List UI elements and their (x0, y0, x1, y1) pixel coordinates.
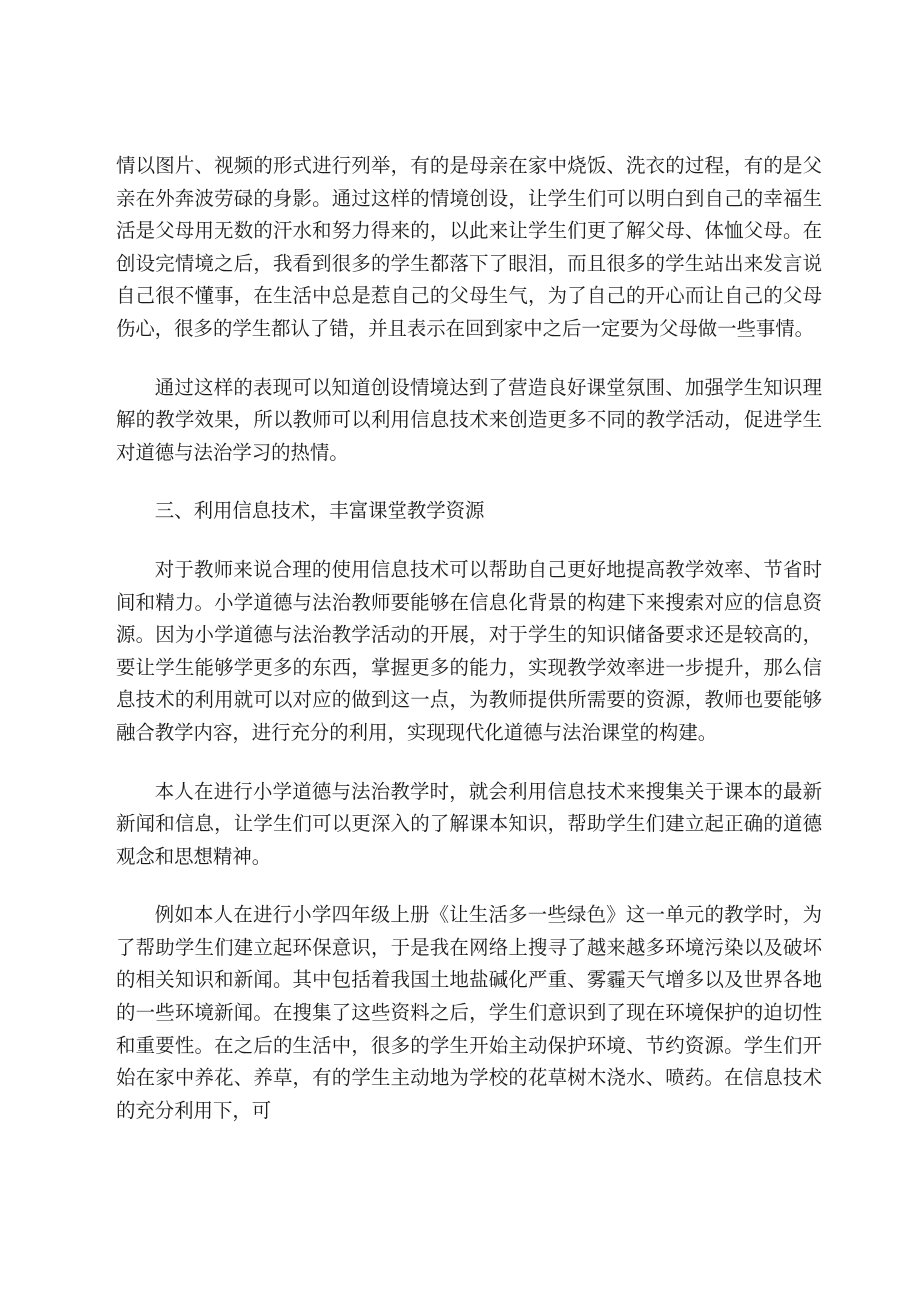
paragraph-example: 例如本人在进行小学四年级上册《让生活多一些绿色》这一单元的教学时，为了帮助学生们建立起环保意识，于是我在网络上搜寻了越来越多环境污染以及破坏的相关知识和新闻。其中包括着我国土地盐碱化严重、雾霾天气增多以及世界各地的一些环境新闻。在搜集了这些资料之后，学生们意识到了现在环境保护的迫切性和重要性。在之后的生活中，很多的学生开始主动保护环境、节约资源。学生们开始在家中养花、养草，有的学生主动地为学校的花草树木浇水、喷药。在信息技术的充分利用下，可 (116, 903, 822, 1122)
paragraph-continuation: 情以图片、视频的形式进行列举，有的是母亲在家中烧饭、洗衣的过程，有的是父亲在外奔波劳碌的身影。通过这样的情境创设，让学生们可以明白到自己的幸福生活是父母用无数的汗水和努力得来的，以此来让学生们更了解父母、体恤父母。在创设完情境之后，我看到很多的学生都落下了眼泪，而且很多的学生站出来发言说自己很不懂事，在生活中总是惹自己的父母生气，为了自己的开心而让自己的父母伤心，很多的学生都认了错，并且表示在回到家中之后一定要为父母做一些事情。 (116, 154, 822, 340)
paragraph-news: 本人在进行小学道德与法治教学时，就会利用信息技术来搜集关于课本的最新新闻和信息，让学生们可以更深入的了解课本知识，帮助学生们建立起正确的道德观念和思想精神。 (116, 779, 822, 868)
paragraph-resources: 对于教师来说合理的使用信息技术可以帮助自己更好地提高教学效率、节省时间和精力。小学道德与法治教师要能够在信息化背景的构建下来搜索对应的信息资源。因为小学道德与法治教学活动的开展，对于学生的知识储备要求还是较高的，要让学生能够学更多的东西，掌握更多的能力，实现教学效率进一步提升，那么信息技术的利用就可以对应的做到这一点，为教师提供所需要的资源，教师也要能够融合教学内容，进行充分的利用，实现现代化道德与法治课堂的构建。 (116, 557, 822, 744)
paragraph-effect: 通过这样的表现可以知道创设情境达到了营造良好课堂氛围、加强学生知识理解的教学效果，所以教师可以利用信息技术来创造更多不同的教学活动，促进学生对道德与法治学习的热情。 (116, 375, 822, 464)
document-body (116, 150, 822, 1153)
section-heading: 三、利用信息技术，丰富课堂教学资源 (154, 499, 485, 523)
